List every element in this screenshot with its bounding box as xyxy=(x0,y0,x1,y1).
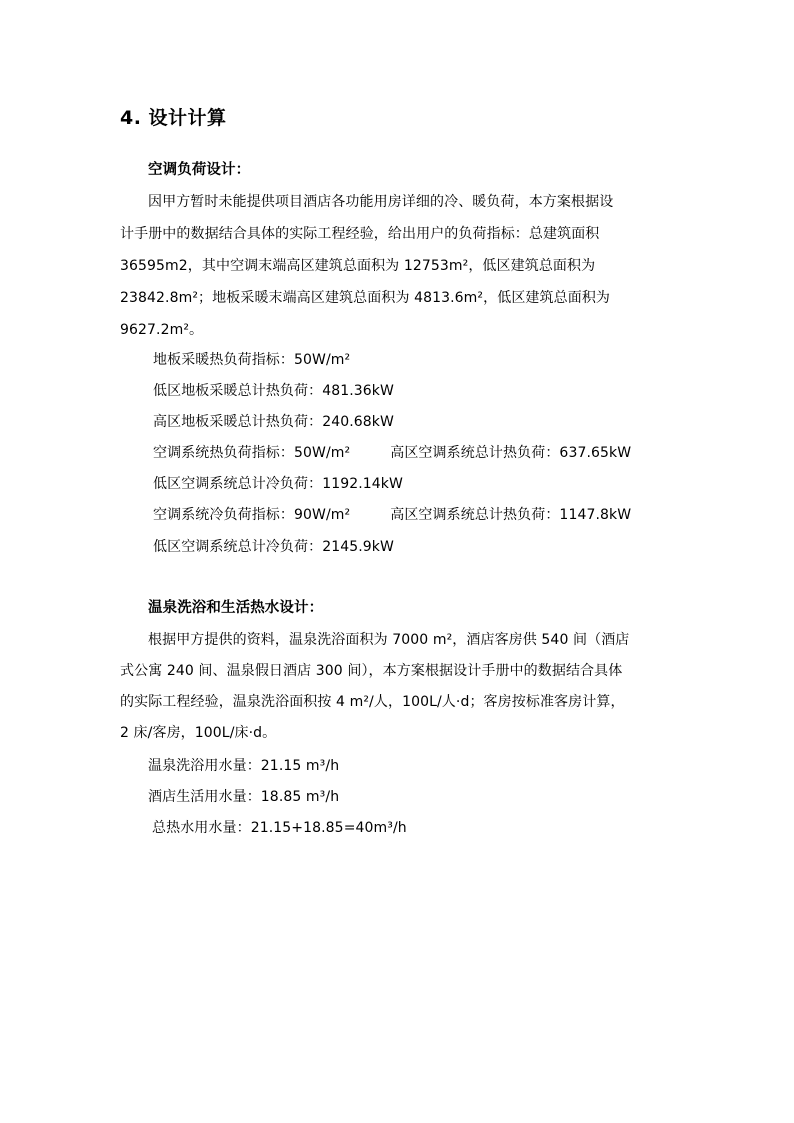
low-ac-cool-total-2: 低区空调系统总计冷负荷：2145.9kW xyxy=(153,539,394,555)
ac-load-title: 空调负荷设计： xyxy=(148,162,251,178)
total-hot-water-usage: 总热水用水量：21.15+18.85=40m³/h xyxy=(152,820,407,836)
ac-paragraph-line-1: 因甲方暂时未能提供项目酒店各功能用房详细的冷、暖负荷，本方案根据设 xyxy=(148,194,614,210)
low-ac-cool-total-1: 低区空调系统总计冷负荷：1192.14kW xyxy=(153,476,403,492)
high-ac-heat-total-1: 高区空调系统总计热负荷：637.65kW xyxy=(390,445,632,461)
ac-paragraph-line-4: 23842.8m²；地板采暖末端高区建筑总面积为 4813.6m²，低区建筑总面积为 xyxy=(120,290,611,306)
ac-paragraph-line-3: 36595m2，其中空调末端高区建筑总面积为 12753m²，低区建筑总面积为 xyxy=(120,258,596,274)
hot-water-title: 温泉洗浴和生活热水设计： xyxy=(148,600,324,616)
ac-paragraph-line-2: 计手册中的数据结合具体的实际工程经验，给出用户的负荷指标：总建筑面积 xyxy=(120,226,600,242)
high-floor-heat-total: 高区地板采暖总计热负荷：240.68kW xyxy=(153,414,394,430)
low-floor-heat-total: 低区地板采暖总计热负荷：481.36kW xyxy=(153,383,394,399)
hot-water-paragraph-line-3: 的实际工程经验，温泉洗浴面积按 4 m²/人，100L/人·d；客房按标准客房计算， xyxy=(120,694,625,710)
floor-heat-index: 地板采暖热负荷指标：50W/m² xyxy=(153,352,351,368)
hot-water-paragraph-line-2: 式公寓 240 间、温泉假日酒店 300 间），本方案根据设计手册中的数据结合具体 xyxy=(120,663,623,679)
hot-water-paragraph-line-4: 2 床/客房，100L/床·d。 xyxy=(120,725,277,741)
section-heading: 4. 设计计算 xyxy=(120,107,227,129)
ac-cool-index-row xyxy=(153,505,631,525)
ac-paragraph-line-5: 9627.2m²。 xyxy=(120,322,204,338)
hot-water-paragraph-line-1: 根据甲方提供的资料，温泉洗浴面积为 7000 m²，酒店客房供 540 间（酒店 xyxy=(148,632,630,648)
ac-cool-index: 空调系统冷负荷指标：90W/m² xyxy=(153,507,351,523)
ac-heat-index: 空调系统热负荷指标：50W/m² xyxy=(153,445,351,461)
high-ac-heat-total-2: 高区空调系统总计热负荷：1147.8kW xyxy=(390,507,632,523)
hotel-water-usage: 酒店生活用水量：18.85 m³/h xyxy=(148,789,340,805)
ac-heat-index-row xyxy=(153,443,631,463)
spa-water-usage: 温泉洗浴用水量：21.15 m³/h xyxy=(148,758,340,774)
